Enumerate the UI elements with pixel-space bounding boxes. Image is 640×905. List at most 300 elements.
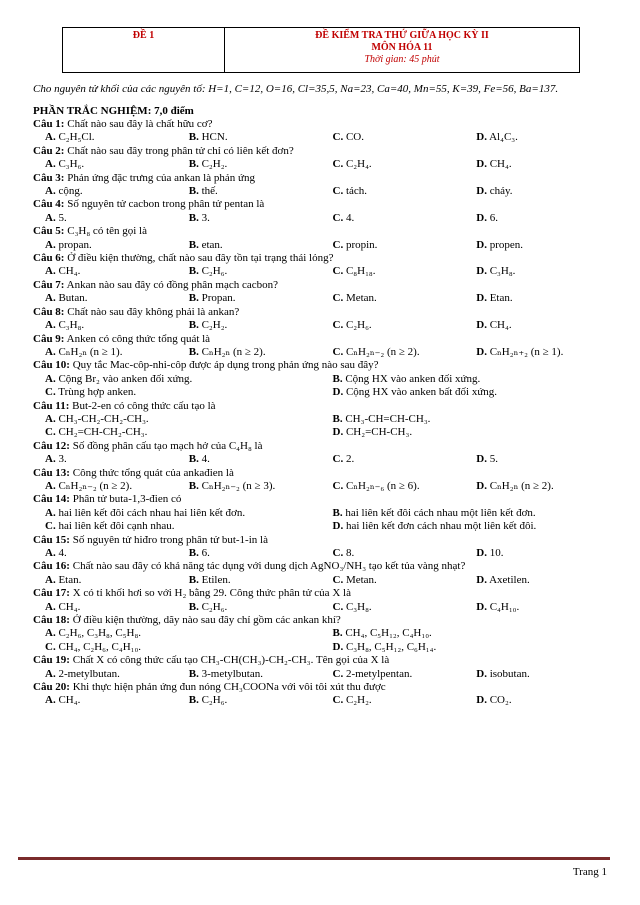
option-key: C.	[332, 158, 344, 171]
option-key: A.	[45, 372, 56, 385]
answer-option	[33, 265, 177, 278]
answer-option	[321, 185, 465, 198]
option-key: B.	[188, 158, 199, 171]
option-key: D.	[476, 158, 487, 171]
option-text: 4.	[58, 547, 67, 559]
options-row	[33, 373, 608, 386]
option-text: C₈H₁₈.	[345, 265, 376, 278]
option-key: B.	[188, 453, 199, 466]
option-text: CₙH₂ₙ (n ≥ 1).	[58, 345, 123, 358]
answer-option	[33, 158, 177, 171]
option-text: hai liên kết đôi cách nhau một liên kết đơn.	[345, 506, 536, 519]
option-text: propin.	[345, 238, 378, 251]
option-text: 6.	[201, 547, 210, 559]
question-text: Số nguyên tử hiđro trong phân tử but-1-in là	[72, 533, 268, 546]
option-text: C₂H₂.	[201, 319, 228, 332]
option-text: cộng.	[58, 185, 83, 198]
option-text: CH₄.	[489, 158, 512, 171]
answer-option	[464, 131, 608, 144]
option-text: 8.	[345, 547, 355, 559]
option-key: B.	[188, 667, 199, 680]
answer-option	[33, 413, 321, 426]
answer-option	[33, 426, 321, 439]
option-key: B.	[188, 185, 199, 198]
option-text: CH₄, C₂H₆, C₄H₁₀.	[58, 640, 142, 653]
option-text: C₂H₆.	[201, 600, 228, 613]
option-key: D.	[476, 479, 487, 492]
question-list	[33, 118, 608, 708]
option-text: 5.	[58, 211, 67, 224]
option-text: 4.	[201, 453, 210, 466]
answer-option	[33, 292, 177, 305]
option-key: C.	[45, 386, 56, 399]
option-key: B.	[332, 372, 343, 385]
question-label: Câu 1:	[33, 118, 65, 130]
option-key: B.	[188, 265, 199, 278]
answer-option	[464, 574, 608, 587]
answer-option	[33, 668, 177, 681]
option-text: CH₄, C₅H₁₂, C₄H₁₀.	[345, 627, 432, 640]
option-key: B.	[188, 600, 199, 613]
option-text: C₃H₈, C₅H₁₂, C₆H₁₄.	[345, 640, 437, 653]
answer-option	[321, 641, 609, 654]
options-row	[33, 547, 608, 560]
option-key: C.	[332, 319, 344, 332]
question-stem	[33, 306, 608, 319]
answer-option	[177, 292, 321, 305]
options-row	[33, 346, 608, 359]
option-text: CₙH₂ₙ (n ≥ 2).	[489, 479, 554, 492]
option-text: 3-metylbutan.	[201, 667, 263, 680]
option-key: D.	[476, 185, 487, 198]
option-key: A.	[45, 211, 56, 224]
option-key: D.	[476, 667, 487, 680]
options-row	[33, 601, 608, 614]
option-text: Butan.	[58, 292, 88, 305]
answer-option	[464, 453, 608, 466]
question-text: Quy tắc Mac-côp-nhi-côp được áp dụng trong phản ứng nào sau đây?	[72, 359, 379, 372]
answer-option	[321, 265, 465, 278]
option-key: B.	[188, 547, 199, 559]
options-row	[33, 641, 608, 654]
question-text: But-2-en có công thức cấu tạo là	[72, 399, 216, 412]
answer-option	[33, 601, 177, 614]
answer-option	[33, 480, 177, 493]
option-text: C₃H₆.	[58, 158, 85, 171]
option-text: C₂H₂.	[201, 158, 228, 171]
answer-option	[321, 212, 465, 225]
option-text: CₙH₂ₙ₋₂ (n ≥ 2).	[345, 345, 420, 358]
option-key: A.	[45, 600, 56, 613]
options-row	[33, 507, 608, 520]
option-key: D.	[476, 292, 487, 305]
option-key: D.	[476, 600, 487, 613]
option-text: C₂H₆.	[345, 319, 372, 332]
option-text: Propan.	[201, 292, 236, 305]
option-text: CH₄.	[58, 265, 81, 278]
option-text: C₂H₄.	[345, 158, 372, 171]
option-text: C₂H₂.	[345, 694, 372, 707]
option-text: thế.	[201, 185, 218, 198]
answer-option	[177, 185, 321, 198]
option-key: C.	[332, 479, 344, 492]
section-title: PHẦN TRẮC NGHIỆM: 7,0 điểm	[33, 105, 194, 117]
option-text: 10.	[489, 547, 504, 559]
option-text: C₃H₈.	[345, 600, 372, 613]
option-key: B.	[188, 573, 199, 586]
option-key: A.	[45, 573, 56, 586]
option-text: hai liên kết đôi cạnh nhau.	[58, 520, 175, 533]
question-label: Câu 9:	[33, 332, 65, 345]
option-text: CH₂=CH-CH₂-CH₃.	[58, 426, 148, 439]
option-key: A.	[45, 506, 56, 519]
option-text: 3.	[58, 453, 67, 466]
option-key: D.	[476, 238, 487, 251]
option-key: B.	[188, 211, 199, 224]
option-key: A.	[45, 185, 56, 198]
option-text: Cộng HX vào anken đối xứng.	[345, 372, 481, 385]
atomic-masses: Cho nguyên tử khối của các nguyên tố: H=1, C=12, O=16, Cl=35,5, Na=23, Ca=40, Mn=55, K=39, Fe=56, Ba=137.	[33, 83, 559, 95]
exam-title: ĐỀ KIỂM TRA THỨ GIỮA HỌC KỲ II	[315, 30, 489, 41]
answer-option	[464, 668, 608, 681]
answer-option	[321, 386, 609, 399]
option-text: 5.	[489, 453, 498, 466]
question-text: Chất nào sau đây không phải là ankan?	[67, 305, 240, 318]
option-key: D.	[476, 694, 487, 707]
question-stem	[33, 467, 608, 480]
option-key: B.	[188, 694, 199, 707]
answer-option	[321, 507, 609, 520]
option-key: C.	[45, 426, 56, 439]
option-text: CₙH₂ₙ₊₂ (n ≥ 1).	[489, 345, 564, 358]
answer-option	[33, 547, 177, 560]
question-stem	[33, 333, 608, 346]
question-stem	[33, 118, 608, 131]
answer-option	[321, 574, 465, 587]
question-text: Ở điều kiện thường, chất nào sau đây tồn tại trạng thái lỏng?	[67, 252, 334, 265]
answer-option	[177, 453, 321, 466]
option-text: cháy.	[489, 185, 513, 198]
answer-option	[177, 212, 321, 225]
answer-option	[177, 346, 321, 359]
option-key: A.	[45, 479, 56, 492]
option-text: C₂H₅Cl.	[58, 131, 95, 144]
option-text: HCN.	[201, 131, 228, 144]
options-row	[33, 386, 608, 399]
option-text: Etilen.	[201, 573, 231, 586]
option-text: propen.	[489, 238, 523, 251]
option-key: D.	[476, 211, 487, 224]
option-text: 6.	[489, 211, 498, 224]
option-key: C.	[332, 345, 344, 358]
option-key: D.	[476, 131, 487, 144]
question-stem	[33, 681, 608, 694]
answer-option	[321, 627, 609, 640]
answer-option	[321, 158, 465, 171]
answer-option	[464, 547, 608, 560]
option-key: B.	[332, 412, 343, 425]
answer-option	[464, 346, 608, 359]
question-label: Câu 12:	[33, 439, 70, 452]
answer-option	[33, 212, 177, 225]
question-stem	[33, 587, 608, 600]
option-key: B.	[188, 345, 199, 358]
answer-option	[464, 185, 608, 198]
question-stem	[33, 493, 608, 506]
option-key: B.	[332, 627, 343, 640]
answer-option	[177, 239, 321, 252]
question-text: Chất nào sau đây có khả năng tác dụng với dung dịch AgNO₃/NH₃ tạo kết tủa vàng nhạt?	[72, 560, 466, 573]
answer-option	[177, 574, 321, 587]
option-key: A.	[45, 453, 56, 466]
page-number: Trang 1	[572, 866, 607, 878]
answer-option	[321, 426, 609, 439]
option-text: isobutan.	[489, 667, 530, 680]
options-row	[33, 239, 608, 252]
question-stem	[33, 654, 608, 667]
answer-option	[321, 239, 465, 252]
answer-option	[177, 131, 321, 144]
option-text: 2.	[345, 453, 355, 466]
option-key: A.	[45, 412, 56, 425]
exam-code: ĐỀ 1	[63, 28, 225, 72]
answer-option	[464, 601, 608, 614]
question-label: Câu 17:	[33, 587, 70, 600]
option-key: C.	[45, 520, 56, 533]
answer-option	[321, 694, 465, 707]
answer-option	[177, 158, 321, 171]
answer-option	[33, 185, 177, 198]
option-key: A.	[45, 547, 56, 559]
option-text: propan.	[58, 238, 92, 251]
question-stem	[33, 440, 608, 453]
option-text: CO₂.	[489, 694, 512, 707]
answer-option	[33, 346, 177, 359]
answer-option	[177, 547, 321, 560]
option-key: D.	[476, 345, 487, 358]
option-text: etan.	[201, 238, 223, 251]
options-row	[33, 185, 608, 198]
option-text: 3.	[201, 211, 210, 224]
answer-option	[321, 668, 465, 681]
option-key: A.	[45, 667, 56, 680]
answer-option	[321, 292, 465, 305]
option-text: C₄H₁₀.	[489, 600, 520, 613]
option-key: C.	[332, 667, 344, 680]
option-text: C₃H₈.	[489, 265, 516, 278]
answer-option	[464, 265, 608, 278]
options-row	[33, 453, 608, 466]
options-row	[33, 413, 608, 426]
question-text: Công thức tổng quát của ankađien là	[72, 466, 234, 479]
answer-option	[321, 413, 609, 426]
answer-option	[321, 547, 465, 560]
option-key: D.	[332, 520, 344, 533]
question-text: C₃H₈ có tên gọi là	[67, 225, 148, 238]
option-key: A.	[45, 238, 56, 251]
question-label: Câu 6:	[33, 252, 65, 265]
option-key: C.	[332, 453, 344, 466]
exam-content	[33, 82, 608, 708]
option-text: Cộng HX vào anken bất đối xứng.	[345, 386, 498, 399]
question-text: Ankan nào sau đây có đồng phân mạch cacbon?	[66, 278, 279, 291]
option-text: Cộng Br₂ vào anken đối xứng.	[58, 372, 193, 385]
answer-option	[321, 601, 465, 614]
answer-option	[177, 265, 321, 278]
answer-option	[464, 212, 608, 225]
answer-option	[177, 668, 321, 681]
question-label: Câu 13:	[33, 466, 70, 479]
option-text: C₂H₆, C₃H₈, C₅H₈.	[58, 627, 142, 640]
question-label: Câu 3:	[33, 171, 65, 184]
option-text: Trùng hợp anken.	[58, 386, 137, 399]
option-key: D.	[332, 640, 344, 653]
question-text: Chất nào sau đây trong phân tử chỉ có liên kết đơn?	[67, 144, 294, 157]
question-text: Phản ứng đặc trưng của ankan là phản ứng	[67, 171, 255, 184]
option-key: C.	[332, 211, 344, 224]
question-label: Câu 8:	[33, 305, 65, 318]
question-label: Câu 18:	[33, 614, 70, 627]
answer-option	[33, 373, 321, 386]
exam-header	[62, 27, 580, 73]
option-key: D.	[476, 319, 487, 332]
answer-option	[33, 627, 321, 640]
option-key: A.	[45, 627, 56, 640]
option-key: D.	[476, 547, 487, 559]
answer-option	[33, 694, 177, 707]
options-row	[33, 520, 608, 533]
option-key: C.	[332, 265, 344, 278]
option-key: B.	[188, 131, 199, 144]
option-text: CH₃-CH₂-CH₂-CH₃.	[58, 412, 149, 425]
option-text: C₂H₆.	[201, 694, 228, 707]
question-label: Câu 20:	[33, 681, 70, 694]
answer-option	[177, 319, 321, 332]
options-row	[33, 694, 608, 707]
options-row	[33, 426, 608, 439]
option-text: CₙH₂ₙ₋₆ (n ≥ 6).	[345, 479, 420, 492]
option-key: C.	[332, 600, 344, 613]
question-text: Phân tử buta-1,3-đien có	[72, 493, 182, 506]
option-text: CₙH₂ₙ₋₂ (n ≥ 3).	[201, 479, 276, 492]
exam-subject: MÔN HÓA 11	[371, 42, 433, 53]
answer-option	[33, 520, 321, 533]
question-label: Câu 10:	[33, 359, 70, 372]
answer-option	[464, 319, 608, 332]
option-key: C.	[332, 694, 344, 707]
answer-option	[33, 641, 321, 654]
question-text: Số nguyên tử cacbon trong phân tử pentan là	[67, 198, 265, 211]
option-key: D.	[476, 573, 487, 586]
option-text: Etan.	[58, 573, 82, 586]
option-text: hai liên kết đôi cách nhau hai liên kết đơn.	[58, 506, 246, 519]
exam-title-block	[225, 28, 579, 72]
option-key: A.	[45, 345, 56, 358]
option-key: C.	[332, 238, 344, 251]
question-stem	[33, 145, 608, 158]
answer-option	[33, 386, 321, 399]
option-text: CₙH₂ₙ (n ≥ 2).	[201, 345, 266, 358]
options-row	[33, 131, 608, 144]
answer-option	[33, 574, 177, 587]
option-text: C₃H₈.	[58, 319, 85, 332]
option-key: A.	[45, 319, 56, 332]
question-label: Câu 4:	[33, 198, 65, 211]
question-stem	[33, 172, 608, 185]
option-key: D.	[476, 265, 487, 278]
question-label: Câu 19:	[33, 654, 70, 667]
option-text: CH₃-CH=CH-CH₃.	[345, 412, 431, 425]
answer-option	[321, 453, 465, 466]
option-key: C.	[332, 185, 344, 198]
option-text: CH₂=CH-CH₃.	[345, 426, 413, 439]
answer-option	[464, 239, 608, 252]
options-row	[33, 292, 608, 305]
option-key: B.	[188, 479, 199, 492]
question-text: Khi thực hiện phản ứng đun nóng CH₃COONa với vôi tôi xút thu được	[72, 681, 386, 694]
question-stem	[33, 400, 608, 413]
answer-option	[464, 480, 608, 493]
option-key: C.	[332, 131, 344, 144]
question-label: Câu 11:	[33, 399, 70, 412]
option-key: A.	[45, 694, 56, 707]
exam-time: Thời gian: 45 phút	[364, 54, 440, 65]
option-text: Metan.	[345, 292, 377, 305]
option-text: CₙH₂ₙ₋₂ (n ≥ 2).	[58, 479, 133, 492]
question-stem	[33, 614, 608, 627]
option-key: D.	[476, 453, 487, 466]
option-text: CH₄.	[58, 600, 81, 613]
option-text: CH₄.	[58, 694, 81, 707]
answer-option	[177, 480, 321, 493]
answer-option	[464, 694, 608, 707]
option-text: C₂H₆.	[201, 265, 228, 278]
footer-divider	[18, 857, 610, 860]
question-stem	[33, 359, 608, 372]
option-text: hai liên kết đơn cách nhau một liên kết đôi.	[345, 520, 537, 533]
options-row	[33, 319, 608, 332]
option-text: 2-metylbutan.	[58, 667, 120, 680]
answer-option	[33, 131, 177, 144]
option-key: C.	[332, 547, 344, 559]
answer-option	[321, 346, 465, 359]
question-stem	[33, 279, 608, 292]
option-key: B.	[188, 292, 199, 305]
option-text: CO.	[345, 131, 364, 144]
question-text: X có tỉ khối hơi so với H₂ bằng 29. Công thức phân tử của X là	[72, 587, 351, 600]
option-key: A.	[45, 292, 56, 305]
answer-option	[464, 158, 608, 171]
option-key: B.	[332, 506, 343, 519]
option-key: C.	[332, 292, 344, 305]
option-key: C.	[45, 640, 56, 653]
question-label: Câu 5:	[33, 225, 65, 238]
answer-option	[177, 601, 321, 614]
options-row	[33, 627, 608, 640]
answer-option	[33, 507, 321, 520]
answer-option	[33, 319, 177, 332]
question-text: Số đồng phân cấu tạo mạch hở của C₄H₈ là	[72, 439, 263, 452]
question-stem	[33, 252, 608, 265]
answer-option	[33, 453, 177, 466]
question-stem	[33, 534, 608, 547]
question-text: Ở điều kiện thường, dãy nào sau đây chỉ gồm các ankan khí?	[72, 614, 341, 627]
question-text: Anken có công thức tổng quát là	[66, 332, 211, 345]
option-text: CH₄.	[489, 319, 512, 332]
answer-option	[33, 239, 177, 252]
question-text: Chất X có công thức cấu tạo CH₃-CH(CH₃)-CH₂-CH₃. Tên gọi của X là	[72, 654, 390, 667]
answer-option	[321, 520, 609, 533]
